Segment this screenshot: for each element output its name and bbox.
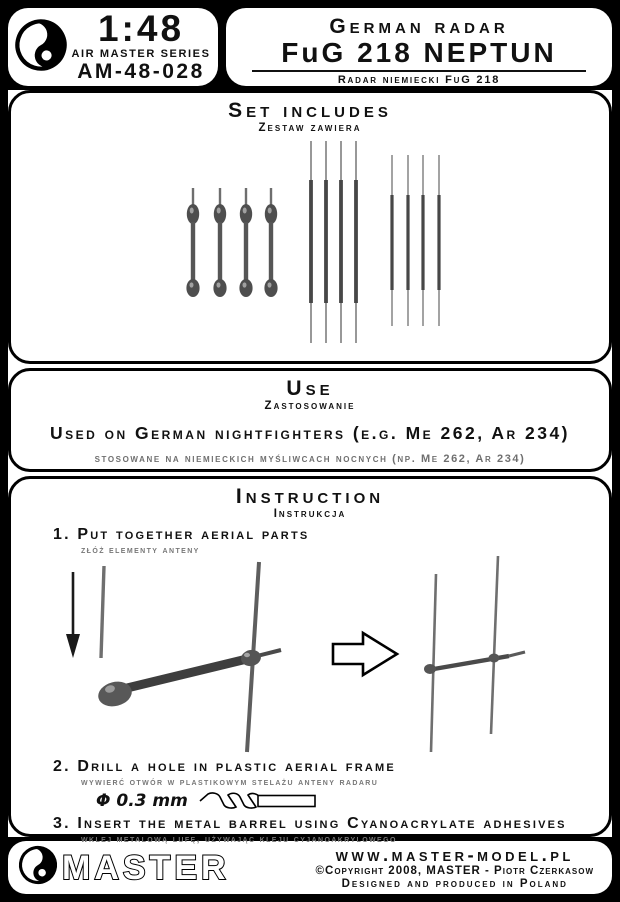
content-column xyxy=(8,90,612,845)
assembled-antenna xyxy=(424,556,525,752)
step-1 xyxy=(53,526,609,556)
drill-bit-icon xyxy=(198,791,318,811)
master-logo-icon xyxy=(18,842,58,893)
use-subtitle-pl: Zastosowanie xyxy=(264,400,356,413)
instruction-subtitle-pl: Instrukcja xyxy=(273,508,347,521)
title-divider xyxy=(252,70,585,72)
drill-diameter-row xyxy=(96,791,609,811)
website-url: www.master-model.pl xyxy=(335,843,574,865)
master-logo-icon xyxy=(14,14,68,81)
step-3 xyxy=(53,815,609,845)
section-instruction xyxy=(8,476,612,845)
master-brand-logotype xyxy=(62,846,262,890)
scale-label: 1:48 xyxy=(97,8,185,50)
made-in-line: Designed and produced in Poland xyxy=(341,878,568,891)
drill-diameter-label: Φ 0.3 mm xyxy=(96,790,188,811)
down-arrow-icon xyxy=(66,572,80,658)
product-id-panel xyxy=(8,8,218,86)
product-title-en: German radar xyxy=(329,15,509,38)
svg-text:MASTER: MASTER xyxy=(62,848,230,887)
set-includes-title: Set includes xyxy=(228,99,392,122)
footer-band xyxy=(0,837,620,902)
loose-rod xyxy=(101,566,104,658)
use-title: Use xyxy=(286,377,334,400)
set-parts-image xyxy=(11,138,609,350)
short-rods-group xyxy=(392,155,439,326)
step-1-text-pl: złóż elementy anteny xyxy=(81,544,200,556)
step-3-text: 3. Insert the metal barrel using Cyanoacrylate adhesives xyxy=(53,814,567,832)
use-text-en: Used on German nightfighters (e.g. Me 262, Ar 234) xyxy=(49,422,571,443)
section-use xyxy=(8,368,612,472)
step-2 xyxy=(53,758,609,788)
step-1-text: 1. Put together aerial parts xyxy=(53,525,310,543)
step-2-text-pl: wywierć otwór w plastikowym stelażu anteny radaru xyxy=(81,776,379,788)
product-title-pl: Radar niemiecki FuG 218 xyxy=(337,74,501,87)
dipole-parts-group xyxy=(186,188,277,297)
step-2-text: 2. Drill a hole in plastic aerial frame xyxy=(53,757,396,775)
footer-panel xyxy=(8,841,612,894)
long-rods-group xyxy=(311,141,356,343)
section-set-includes xyxy=(8,90,612,364)
set-includes-subtitle-pl: Zestaw zawiera xyxy=(258,122,362,135)
product-title-model: FuG 218 NEPTUN xyxy=(281,37,557,69)
product-title-panel xyxy=(226,8,612,86)
copyright-line: ©Copyright 2008, MASTER - Piotr Czerkasow xyxy=(315,864,594,877)
instruction-title: Instruction xyxy=(235,485,385,508)
header-band xyxy=(0,0,620,90)
series-label: AIR MASTER SERIES xyxy=(71,47,211,60)
assembly-diagram xyxy=(11,556,609,754)
right-arrow-icon xyxy=(333,633,397,675)
step-3-text-pl: wklej metalową lufę, używając kleju cyjanoakrylowego xyxy=(81,833,397,845)
product-code: AM-48-028 xyxy=(77,59,205,83)
use-text-pl: stosowane na niemieckich myśliwcach nocnych (np. Me 262, Ar 234) xyxy=(94,452,526,465)
